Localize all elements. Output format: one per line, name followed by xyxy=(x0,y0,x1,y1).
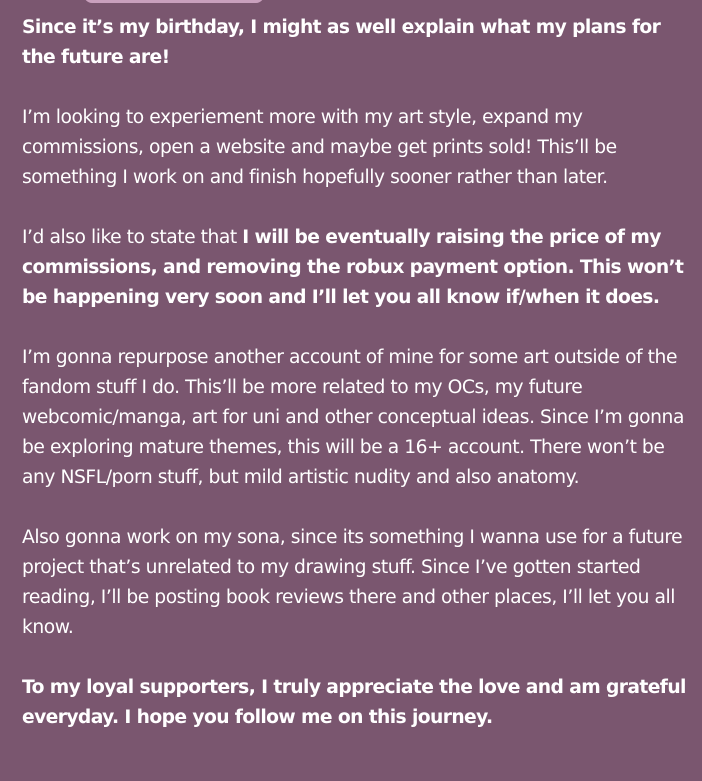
post-heading: Since it’s my birthday, I might as well explain what my plans for the future are! xyxy=(22,17,661,68)
post-body xyxy=(22,13,690,733)
paragraph-commissions xyxy=(22,223,690,313)
paragraph-commissions-bold: I will be eventually raising the price of my commissions, and removing the robux payment option. This won’t be happening very soon and I’ll let you all know if/when it does. xyxy=(22,227,684,308)
closing-message: To my loyal supporters, I truly appreciate the love and am grateful everyday. I hope you follow me on this journey. xyxy=(22,677,686,728)
top-tab-decoration xyxy=(84,0,264,3)
paragraph-plans: I’m looking to experiement more with my art style, expand my commissions, open a website and maybe get prints sold! This’ll be something I work on and finish hopefully sooner rather than later. xyxy=(22,107,617,188)
paragraph-commissions-intro: I’d also like to state that xyxy=(22,227,243,248)
paragraph-sona: Also gonna work on my sona, since its something I wanna use for a future project that’s unrelated to my drawing stuff. Since I’ve gotten started reading, I’ll be posting book reviews there and other places, I’ll let you all know. xyxy=(22,527,683,638)
paragraph-second-account: I’m gonna repurpose another account of mine for some art outside of the fandom stuff I do. This’ll be more related to my OCs, my future webcomic/manga, art for uni and other conceptual ideas. Since I’m gonna be exploring mature themes, this will be a 16+ account. There won’t be any NSFL/porn stuff, but mild artistic nudity and also anatomy. xyxy=(22,347,684,488)
